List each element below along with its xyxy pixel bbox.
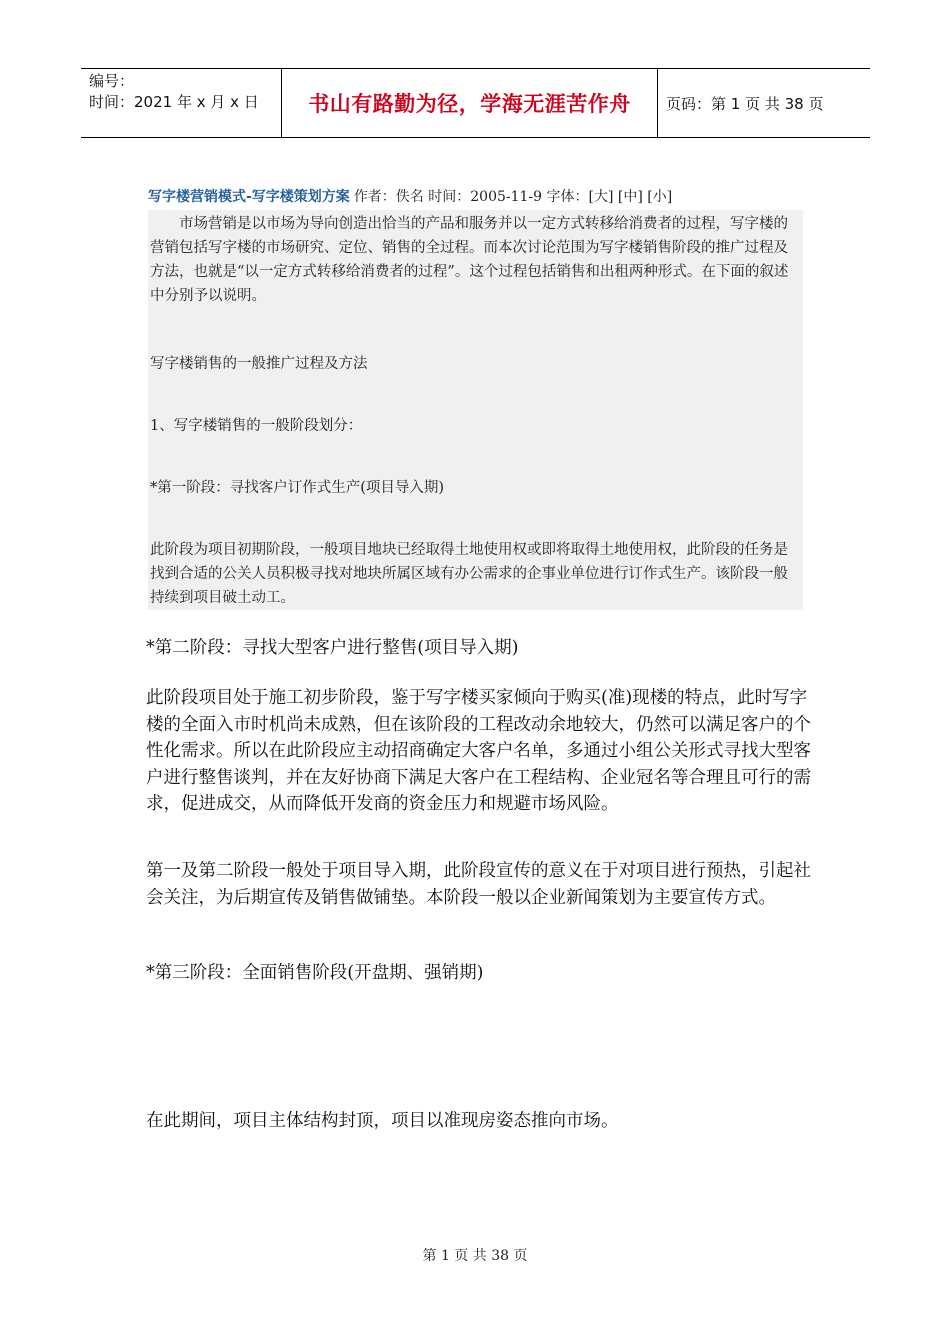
header-page-info: 页码：第 1 页 共 38 页 xyxy=(666,94,824,113)
stage-1-title: *第一阶段：寻找客户订作式生产(项目导入期) xyxy=(150,480,445,496)
shaded-content-block xyxy=(148,210,803,610)
header-left-cell xyxy=(81,69,281,137)
article-title: 写字楼营销模式-写字楼策划方案 xyxy=(148,189,350,205)
section-1-title: 1、写字楼销售的一般阶段划分： xyxy=(150,418,363,434)
page-header-table xyxy=(81,68,870,138)
stage-3-body: 在此期间，项目主体结构封顶，项目以准现房姿态推向市场。 xyxy=(146,1111,619,1131)
header-motto: 书山有路勤为径，学海无涯苦作舟 xyxy=(308,92,631,116)
header-motto-cell xyxy=(281,69,658,137)
article-title-line xyxy=(148,186,672,206)
page-footer xyxy=(0,1245,950,1265)
intro-paragraph: 市场营销是以市场为导向创造出恰当的产品和服务并以一定方式转移给消费者的过程，写字楼的营销包括写字楼的市场研究、定位、销售的全过程。而本次讨论范围为写字楼销售阶段的推广过程及方法，也就是“以一定方式转移给消费者的过程”。这个过程包括销售和出租两种形式。在下面的叙述中分别予以说明。 xyxy=(150,216,789,304)
footer-page-number: 第 1 页 共 38 页 xyxy=(422,1248,528,1264)
stage-1-body: 此阶段为项目初期阶段，一般项目地块已经取得土地使用权或即将取得土地使用权，此阶段的任务是找到合适的公关人员积极寻找对地块所属区域有办公需求的企事业单位进行订作式生产。该阶段一般持续到项目破土动工。 xyxy=(150,542,788,606)
date-label: 时间：2021 年 x 月 x 日 xyxy=(89,93,259,111)
stage-2-title: *第二阶段：寻找大型客户进行整售(项目导入期) xyxy=(146,638,519,658)
section-heading: 写字楼销售的一般推广过程及方法 xyxy=(150,356,368,372)
serial-number-label: 编号： xyxy=(89,72,135,90)
stage-3-title: *第三阶段：全面销售阶段(开盘期、强销期) xyxy=(146,963,484,983)
stage-1-2-summary: 第一及第二阶段一般处于项目导入期，此阶段宣传的意义在于对项目进行预热，引起社会关注，为后期宣传及销售做铺垫。本阶段一般以企业新闻策划为主要宣传方式。 xyxy=(146,861,811,908)
article-meta: 作者：佚名 时间：2005-11-9 字体：[大] [中] [小] xyxy=(353,189,673,205)
header-page-cell xyxy=(658,69,870,137)
stage-2-body: 此阶段项目处于施工初步阶段，鉴于写字楼买家倾向于购买(准)现楼的特点，此时写字楼的全面入市时机尚未成熟，但在该阶段的工程改动余地较大，仍然可以满足客户的个性化需求。所以在此阶段应主动招商确定大客户名单，多通过小组公关形式寻找大型客户进行整售谈判，并在友好协商下满足大客户在工程结构、企业冠名等合理且可行的需求，促进成交，从而降低开发商的资金压力和规避市场风险。 xyxy=(146,688,811,814)
